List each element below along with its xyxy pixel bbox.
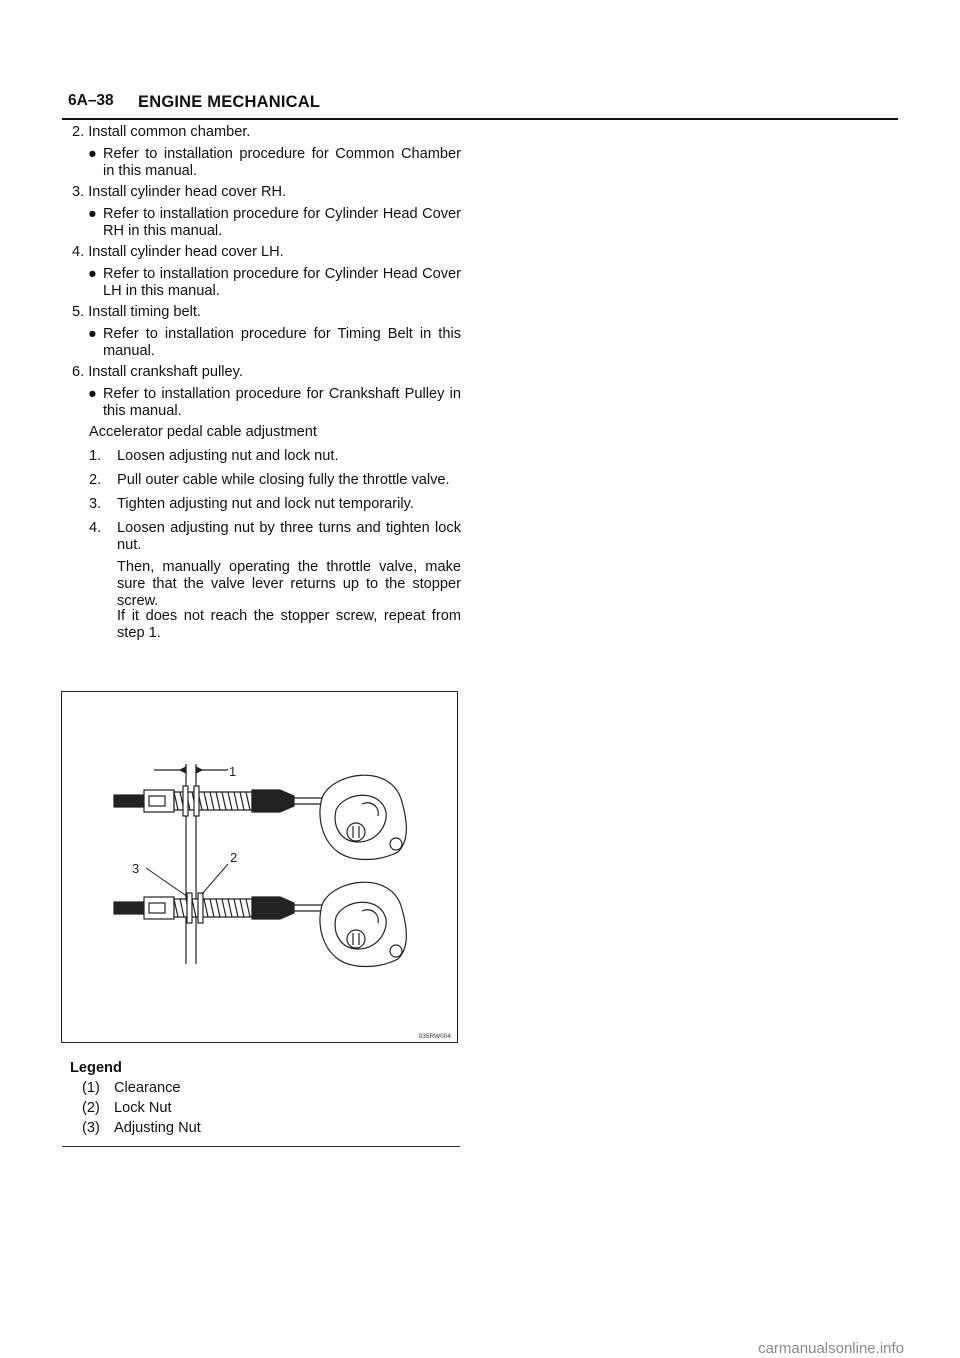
bullet-icon: ● (88, 206, 97, 222)
bullet-icon: ● (88, 266, 97, 282)
step-4-note: ● Refer to installation procedure for Cylinder Head Cover LH in this manual. (88, 266, 461, 299)
step-5: 5. Install timing belt. (72, 304, 201, 320)
bullet-icon: ● (88, 146, 97, 162)
upper-cable-assembly (114, 775, 406, 859)
adjustment-heading: Accelerator pedal cable adjustment (89, 424, 317, 440)
adjustment-note-2: If it does not reach the stopper screw, repeat from step 1. (117, 608, 461, 641)
adjustment-step-3: 3. Tighten adjusting nut and lock nut temporarily. (89, 496, 414, 512)
throttle-cable-diagram (62, 692, 457, 1042)
callout-2: 2 (230, 850, 238, 865)
callout-1: 1 (229, 764, 237, 779)
section-title: ENGINE MECHANICAL (138, 93, 321, 111)
step-3-note: ● Refer to installation procedure for Cylinder Head Cover RH in this manual. (88, 206, 461, 239)
step-6: 6. Install crankshaft pulley. (72, 364, 243, 380)
watermark: carmanualsonline.info (758, 1340, 904, 1357)
step-5-note: ● Refer to installation procedure for Timing Belt in this manual. (88, 326, 461, 359)
page-header (62, 88, 898, 120)
step-3: 3. Install cylinder head cover RH. (72, 184, 287, 200)
legend-item: (3) Adjusting Nut (82, 1120, 201, 1136)
adjustment-step-4: 4. Loosen adjusting nut by three turns and tighten lock nut. (89, 520, 461, 553)
lower-cable-assembly (114, 882, 406, 966)
adjustment-step-2: 2. Pull outer cable while closing fully the throttle valve. (89, 472, 450, 488)
bullet-icon: ● (88, 386, 97, 402)
bullet-icon: ● (88, 326, 97, 342)
legend-item: (1) Clearance (82, 1080, 181, 1096)
procedure-content (72, 124, 461, 642)
cable-adjustment-figure (61, 691, 458, 1043)
step-6-note: ● Refer to installation procedure for Crankshaft Pulley in this manual. (88, 386, 461, 419)
legend (70, 1058, 201, 1138)
adjustment-note-1: Then, manually operating the throttle valve, make sure that the valve lever returns up to the stopper screw. (117, 559, 461, 609)
bottom-divider (62, 1146, 460, 1147)
legend-item: (2) Lock Nut (82, 1100, 172, 1116)
legend-title: Legend (70, 1060, 122, 1076)
page-number: 6A–38 (68, 92, 114, 109)
callout-3: 3 (132, 861, 140, 876)
step-2: 2. Install common chamber. (72, 124, 251, 140)
figure-code: 035RW004 (418, 1033, 451, 1040)
step-4: 4. Install cylinder head cover LH. (72, 244, 284, 260)
step-2-note: ● Refer to installation procedure for Common Chamber in this manual. (88, 146, 461, 179)
adjustment-step-1: 1. Loosen adjusting nut and lock nut. (89, 448, 339, 464)
